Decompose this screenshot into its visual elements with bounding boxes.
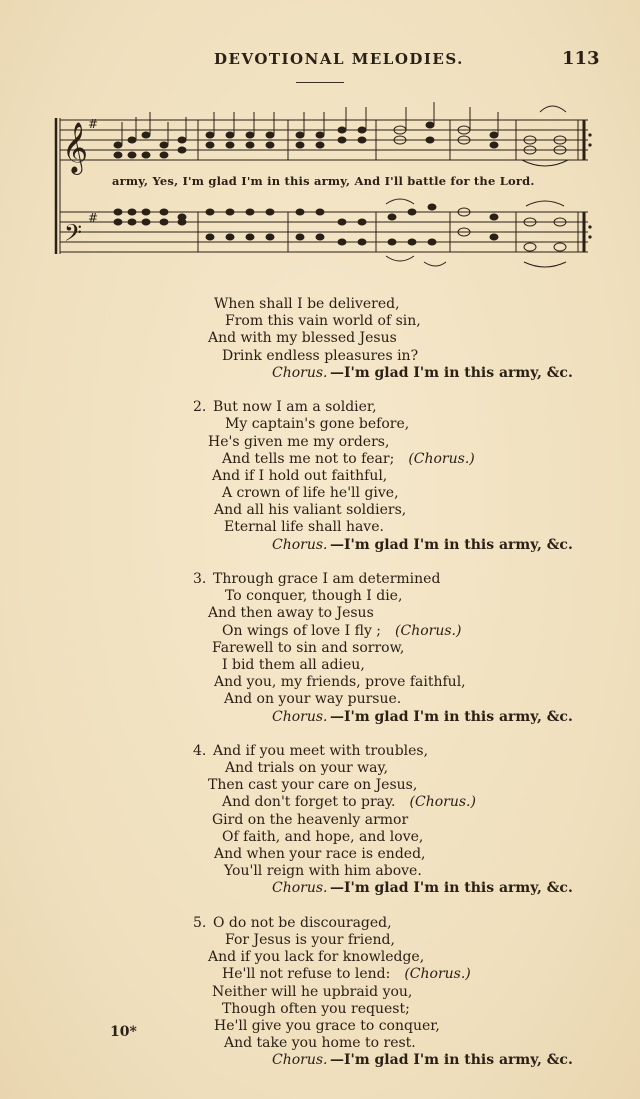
tie-lower-4 <box>526 201 564 206</box>
verse-line <box>0 657 640 674</box>
verse-text: And on your way pursue. <box>224 691 402 708</box>
verse-text: O do not be discouraged, <box>213 914 392 931</box>
verse-line <box>0 416 640 433</box>
verse-line <box>0 966 640 983</box>
chorus-text: —I'm glad I'm in this army, &c. <box>330 708 573 725</box>
verse-text: For Jesus is your friend, <box>225 931 395 948</box>
verse-line <box>0 451 640 468</box>
verse-text: Farewell to sin and sorrow, <box>212 639 405 656</box>
verse-text: He'll not refuse to lend: (Chorus.) <box>222 966 471 983</box>
verse-line <box>0 829 640 846</box>
svg-text:#: # <box>88 211 99 225</box>
verse-text: From this vain world of sin, <box>225 313 421 330</box>
verse-text: And tells me not to fear; (Chorus.) <box>222 450 475 467</box>
verse-text: And when your race is ended, <box>214 846 426 862</box>
stanza-number: 2. <box>193 399 207 416</box>
verse-text: And take you home to rest. <box>224 1035 416 1052</box>
verse-text: To conquer, though I die, <box>225 588 403 605</box>
verse-line <box>0 434 640 451</box>
verse-text: And all his valiant soldiers, <box>214 502 407 519</box>
verse-line <box>0 863 640 880</box>
tie-lower-5 <box>524 262 566 267</box>
verse-text: And if I hold out faithful, <box>212 467 388 484</box>
verse-text: But now I am a soldier, <box>213 399 377 416</box>
verse-text: Gird on the heavenly armor <box>212 811 409 828</box>
verse-line <box>0 984 640 1001</box>
verse-text: Through grace I am determined <box>213 571 441 587</box>
verse-text: I bid them all adieu, <box>222 656 365 673</box>
repeat-dots <box>588 133 591 238</box>
verse-text: And with my blessed Jesus <box>208 330 397 347</box>
verse-line <box>0 330 640 347</box>
verse-line <box>0 915 640 932</box>
chorus-label: Chorus. <box>272 708 328 725</box>
running-head: DEVOTIONAL MELODIES. <box>214 50 464 68</box>
verse-line <box>0 760 640 777</box>
verse-line <box>0 571 640 588</box>
chorus-label: Chorus. <box>272 536 328 553</box>
verse-line <box>0 296 640 313</box>
verses <box>0 296 640 1087</box>
stanza <box>0 399 640 554</box>
inline-chorus-cue: (Chorus.) <box>408 450 475 467</box>
page-number: 113 <box>562 48 600 69</box>
tie-lower-1 <box>386 199 414 204</box>
verse-line <box>0 348 640 365</box>
chorus-line <box>0 365 640 382</box>
verse-line <box>0 846 640 863</box>
chorus-label: Chorus. <box>272 880 328 897</box>
verse-text: And don't forget to pray. (Chorus.) <box>222 794 476 811</box>
chorus-text: —I'm glad I'm in this army, &c. <box>330 364 573 381</box>
stanza-number: 4. <box>193 742 207 759</box>
verse-text: And then away to Jesus <box>208 605 374 622</box>
inline-chorus-cue: (Chorus.) <box>404 966 471 983</box>
chorus-line <box>0 1052 640 1069</box>
verse-line <box>0 485 640 502</box>
verse-line <box>0 949 640 966</box>
chorus-label: Chorus. <box>272 364 328 381</box>
music-lyric-line: army, Yes, I'm glad I'm in this army, And I'll battle for the Lord. <box>112 174 535 188</box>
stanza <box>0 915 640 1070</box>
inline-chorus-cue: (Chorus.) <box>409 794 476 811</box>
verse-line <box>0 588 640 605</box>
chorus-label: Chorus. <box>272 1052 328 1069</box>
notes-lower <box>114 204 566 251</box>
verse-line <box>0 640 640 657</box>
verse-text: Eternal life shall have. <box>224 519 384 536</box>
verse-line <box>0 691 640 708</box>
chorus-line <box>0 880 640 897</box>
verse-line <box>0 1035 640 1052</box>
verse-text: Though often you request; <box>222 1000 410 1017</box>
verse-line <box>0 777 640 794</box>
verse-text: When shall I be delivered, <box>214 296 400 312</box>
chorus-text: —I'm glad I'm in this army, &c. <box>330 536 573 553</box>
verse-text: On wings of love I fly ; (Chorus.) <box>222 622 462 639</box>
inline-chorus-cue: (Chorus.) <box>395 622 462 639</box>
verse-line <box>0 468 640 485</box>
verse-line <box>0 519 640 536</box>
verse-text: You'll reign with him above. <box>224 863 422 880</box>
verse-text: And trials on your way, <box>225 760 389 777</box>
tie-upper-2 <box>522 160 568 166</box>
chorus-line <box>0 537 640 554</box>
verse-text: He'll give you grace to conquer, <box>214 1017 440 1034</box>
verse-line <box>0 605 640 622</box>
music-score <box>0 0 640 270</box>
verse-line <box>0 623 640 640</box>
verse-text: A crown of life he'll give, <box>222 485 399 502</box>
stanza <box>0 571 640 726</box>
bass-clef-icon: 𝄢 <box>64 219 83 252</box>
verse-text: Of faith, and hope, and love, <box>222 828 424 845</box>
verse-text: And you, my friends, prove faithful, <box>214 674 466 691</box>
stanza <box>0 296 640 382</box>
stanza <box>0 743 640 898</box>
verse-line <box>0 502 640 519</box>
verse-line <box>0 1018 640 1035</box>
verse-text: My captain's gone before, <box>225 416 410 433</box>
stanza-number: 5. <box>193 914 207 931</box>
stanza-number: 3. <box>193 571 207 587</box>
system-brace <box>56 118 60 254</box>
verse-line <box>0 674 640 691</box>
staff-lower <box>60 212 588 252</box>
tie-lower-3 <box>424 262 446 266</box>
verse-line <box>0 1001 640 1018</box>
tie-upper <box>540 106 566 112</box>
treble-clef-icon: 𝄞 <box>62 122 89 173</box>
chorus-line <box>0 709 640 726</box>
svg-text:#: # <box>88 117 99 131</box>
signature-mark: 10* <box>110 1024 137 1040</box>
verse-text: And if you meet with troubles, <box>213 742 429 759</box>
tie-lower-2 <box>386 256 414 261</box>
verse-line <box>0 794 640 811</box>
verse-line <box>0 399 640 416</box>
verse-text: Neither will he upbraid you, <box>212 983 413 1000</box>
verse-line <box>0 932 640 949</box>
verse-text: And if you lack for knowledge, <box>208 949 425 966</box>
verse-line <box>0 313 640 330</box>
chorus-text: —I'm glad I'm in this army, &c. <box>330 880 573 897</box>
verse-text: He's given me my orders, <box>208 433 390 450</box>
verse-line <box>0 743 640 760</box>
chorus-text: —I'm glad I'm in this army, &c. <box>330 1052 573 1069</box>
verse-line <box>0 812 640 829</box>
verse-text: Then cast your care on Jesus, <box>208 777 418 794</box>
verse-text: Drink endless pleasures in? <box>222 347 419 364</box>
